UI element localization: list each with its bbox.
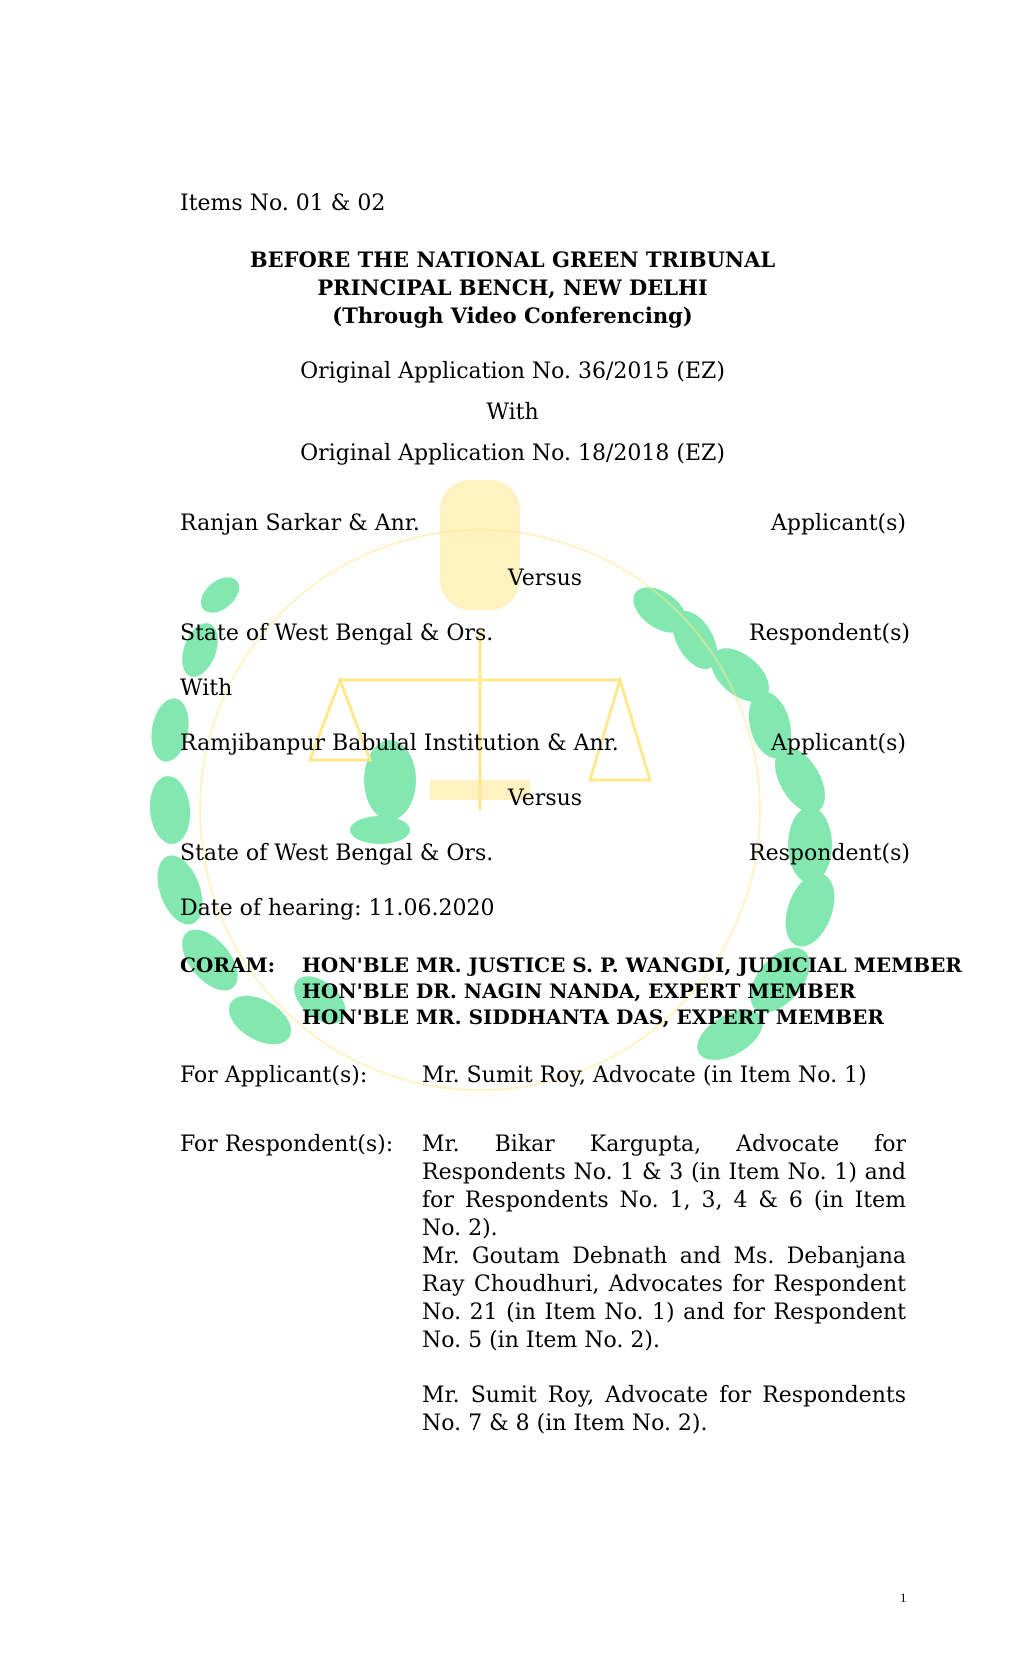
application-number-1: Original Application No. 36/2015 (EZ) [300,359,725,384]
respondent-role-1: Respondent(s) [749,621,910,646]
respondent-name-2: State of West Bengal & Ors. [180,841,494,866]
applications-with: With [486,400,539,425]
coram-member-1: HON'BLE MR. JUSTICE S. P. WANGDI, JUDICIAL MEMBER [302,953,962,977]
item-number: Items No. 01 & 02 [180,191,386,216]
applicant-name-1: Ranjan Sarkar & Anr. [180,511,420,536]
hearing-mode: (Through Video Conferencing) [332,303,693,328]
respondent-counsel-2: Mr. Goutam Debnath and Ms. Debanjana Ray Choudhuri, Advocates for Respondent No. 21 (in Item No. 1) and for Respondent No. 5 (in Item No. 2). [422,1244,906,1353]
applicant-counsel: Mr. Sumit Roy, Advocate (in Item No. 1) [422,1063,867,1088]
respondent-counsel-1: Mr. Bikar Kargupta, Advocate for Respondents No. 1 & 3 (in Item No. 1) and for Respondents No. 1, 3, 4 & 6 (in Item No. 2). [422,1132,906,1241]
page-number: 1 [900,1590,907,1605]
versus-2: Versus [507,786,583,811]
versus-1: Versus [507,566,583,591]
application-number-2: Original Application No. 18/2018 (EZ) [300,441,725,466]
respondent-counsel-label: For Respondent(s): [180,1132,394,1157]
applicant-role-1: Applicant(s) [770,511,906,536]
applicant-name-2: Ramjibanpur Babulal Institution & Anr. [180,731,619,756]
coram-label: CORAM: [180,953,275,977]
date-of-hearing: Date of hearing: 11.06.2020 [180,896,495,921]
bench-title: PRINCIPAL BENCH, NEW DELHI [317,275,708,300]
applicant-role-2: Applicant(s) [770,731,906,756]
coram-member-2: HON'BLE DR. NAGIN NANDA, EXPERT MEMBER [302,979,856,1003]
tribunal-title: BEFORE THE NATIONAL GREEN TRIBUNAL [249,247,776,272]
parties-with: With [180,676,233,701]
respondent-role-2: Respondent(s) [749,841,910,866]
respondent-counsel-3: Mr. Sumit Roy, Advocate for Respondents No. 7 & 8 (in Item No. 2). [422,1383,906,1436]
applicant-counsel-label: For Applicant(s): [180,1063,368,1088]
coram-member-3: HON'BLE MR. SIDDHANTA DAS, EXPERT MEMBER [302,1005,885,1029]
respondent-name-1: State of West Bengal & Ors. [180,621,494,646]
